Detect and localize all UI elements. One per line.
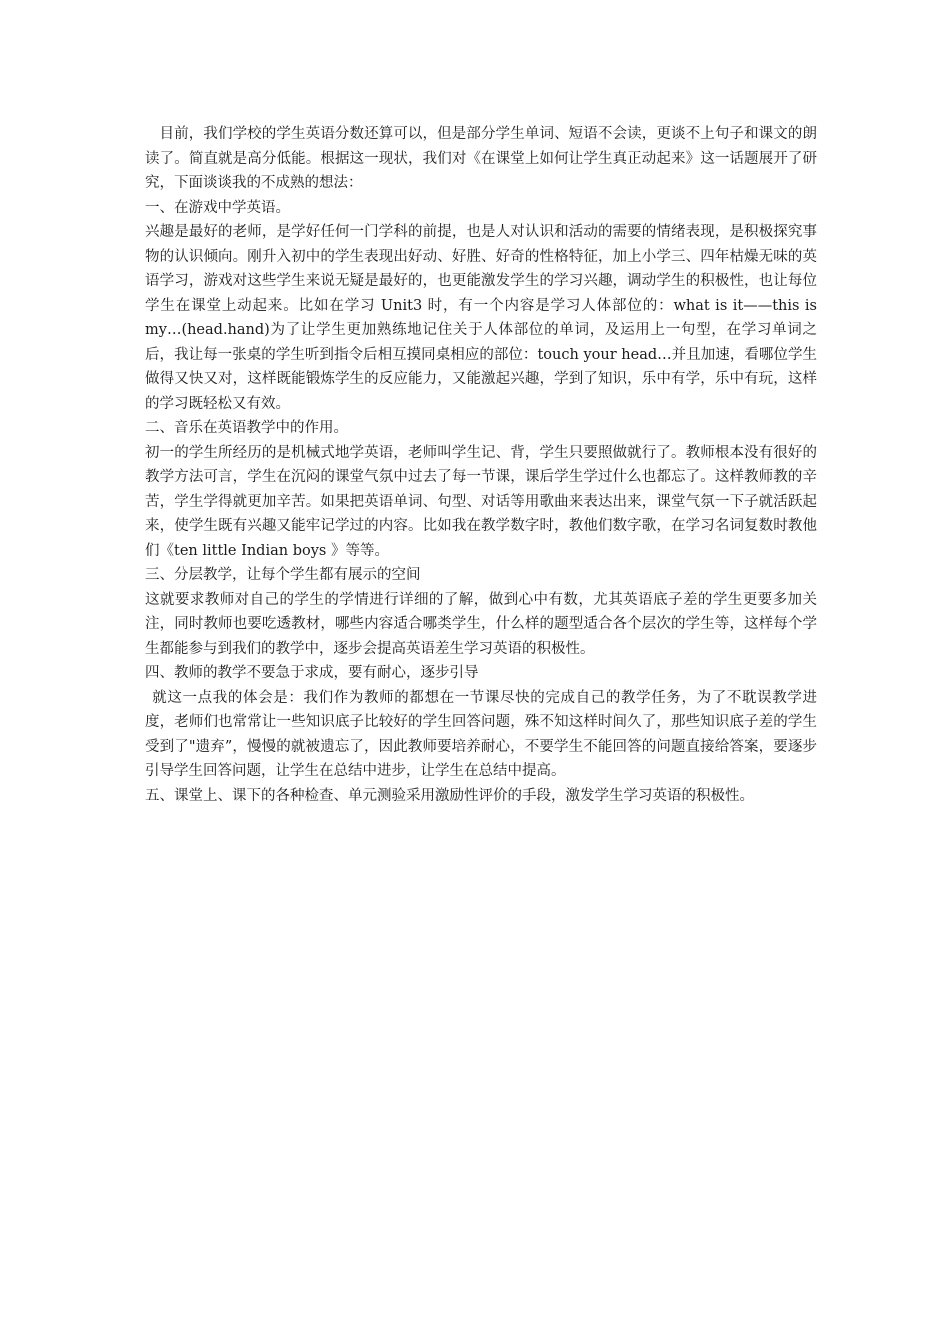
document-page	[145, 122, 817, 808]
section-3-heading: 三、分层教学，让每个学生都有展示的空间	[145, 567, 421, 583]
section-5-heading: 五、课堂上、课下的各种检查、单元测验采用激励性评价的手段，激发学生学习英语的积极性。	[145, 787, 754, 804]
section-4-body: 就这一点我的体会是：我们作为教师的都想在一节课尽快的完成自己的教学任务，为了不耽误教学进度，老师们也常常让一些知识底子比较好的学生回答问题，殊不知这样时间久了，那些知识底子差的学生受到了"遗弃”，慢慢的就被遗忘了，因此教师要培养耐心，不要学生不能回答的问题直接给答案，要逐步引导学生回答问题，让学生在总结中进步，让学生在总结中提高。	[145, 689, 817, 779]
section-2-heading: 二、音乐在英语教学中的作用。	[145, 420, 348, 436]
section-3-body: 这就要求教师对自己的学生的学情进行详细的了解，做到心中有数，尤其英语底子差的学生更要多加关注，同时教师也要吃透教材，哪些内容适合哪类学生，什么样的题型适合各个层次的学生等，这样每个学生都能参与到我们的教学中，逐步会提高英语差生学习英语的积极性。	[145, 591, 817, 657]
section-1-heading: 一、在游戏中学英语。	[145, 199, 290, 216]
section-4-heading: 四、教师的教学不要急于求成，要有耐心，逐步引导	[145, 665, 479, 681]
section-1-body: 兴趣是最好的老师，是学好任何一门学科的前提，也是人对认识和活动的需要的情绪表现，是积极探究事物的认识倾向。刚升入初中的学生表现出好动、好胜、好奇的性格特征，加上小学三、四年枯燥无味的英语学习，游戏对这些学生来说无疑是最好的，也更能激发学生的学习兴趣，调动学生的积极性，也让每位学生在课堂上动起来。比如在学习 Unit3 时，有一个内容是学习人体部位的：what is it——this is my…(head.hand)为了让学生更加熟练地记住关于人体部位的单词，及运用上一句型，在学习单词之后，我让每一张桌的学生听到指令后相互摸同桌相应的部位：touch your head…并且加速，看哪位学生做得又快又对，这样既能锻炼学生的反应能力，又能激起兴趣，学到了知识，乐中有学，乐中有玩，这样的学习既轻松又有效。	[145, 224, 817, 412]
section-2-body: 初一的学生所经历的是机械式地学英语，老师叫学生记、背，学生只要照做就行了。教师根本没有很好的教学方法可言，学生在沉闷的课堂气氛中过去了每一节课，课后学生学过什么也都忘了。这样教师教的辛苦，学生学得就更加辛苦。如果把英语单词、句型、对话等用歌曲来表达出来，课堂气氛一下子就活跃起来，使学生既有兴趣又能牢记学过的内容。比如我在教学数字时，教他们数字歌，在学习名词复数时教他们《ten little Indian boys 》等等。	[145, 444, 817, 559]
intro-paragraph: 目前，我们学校的学生英语分数还算可以，但是部分学生单词、短语不会读，更谈不上句子和课文的朗读了。简直就是高分低能。根据这一现状，我们对《在课堂上如何让学生真正动起来》这一话题展开了研究，下面谈谈我的不成熟的想法：	[145, 126, 817, 191]
